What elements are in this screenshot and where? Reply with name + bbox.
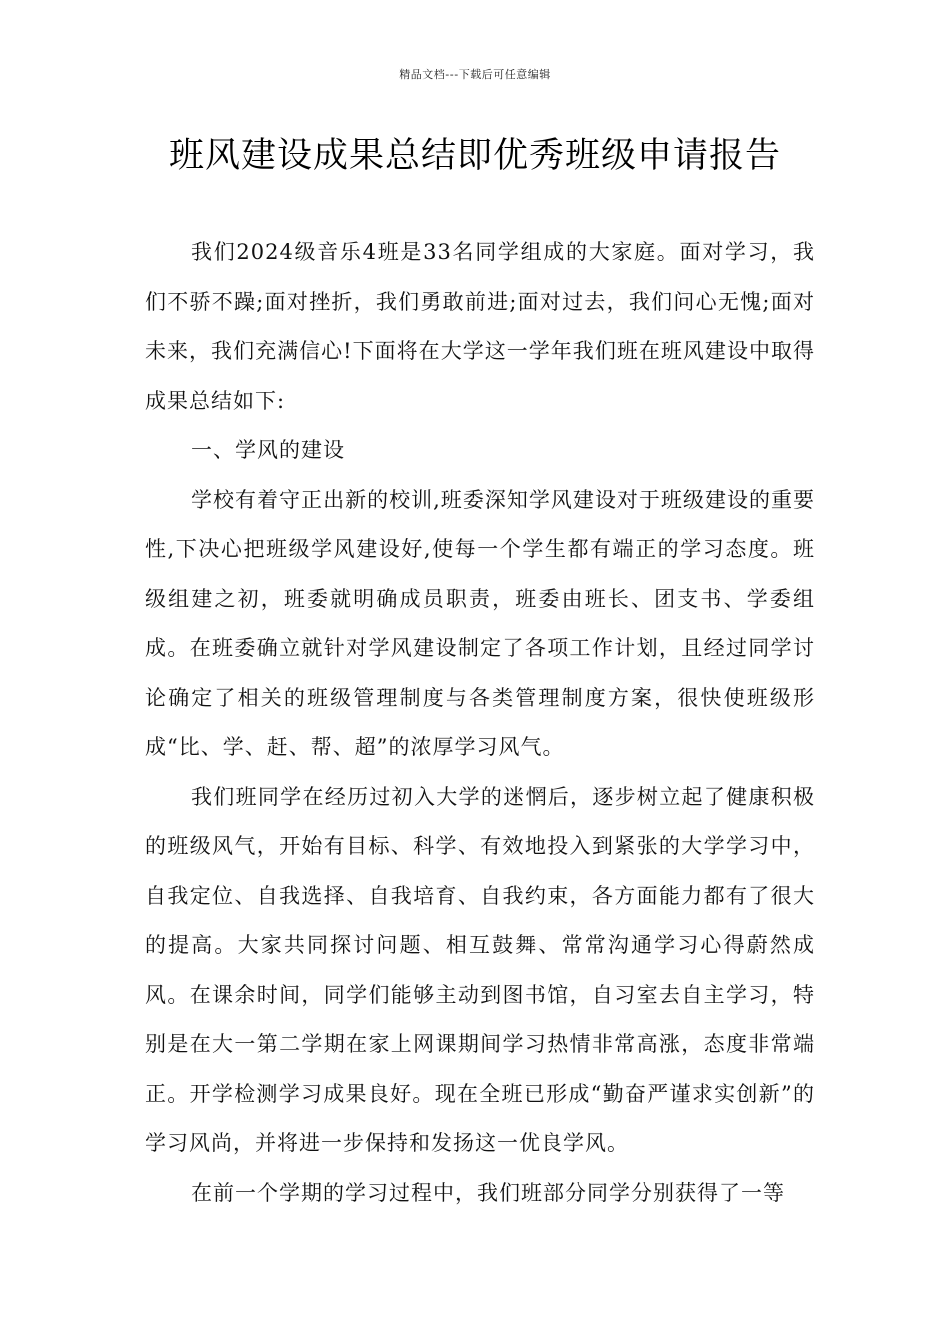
paragraph-awards: 在前一个学期的学习过程中，我们班部分同学分别获得了一等: [191, 1180, 785, 1205]
section-heading-study-style: 一、学风的建设: [191, 438, 345, 462]
document-body: [145, 228, 815, 1218]
document-title: 班风建设成果总结即优秀班级申请报告: [168, 136, 781, 176]
paragraph-intro: 我们2024级音乐4班是33名同学组成的大家庭。面对学习，我们不骄不躁;面对挫折，我们勇敢前进;面对过去，我们问心无愧;面对未来，我们充满信心!下面将在大学这一学年我们班在班风建设中取得成果总结如下:: [145, 240, 815, 413]
paragraph-study-style-2: 我们班同学在经历过初入大学的迷惘后，逐步树立起了健康积极的班级风气，开始有目标、科学、有效地投入到紧张的大学学习中，自我定位、自我选择、自我培育、自我约束，各方面能力都有了很大的提高。大家共同探讨问题、相互鼓舞、常常沟通学习心得蔚然成风。在课余时间，同学们能够主动到图书馆，自习室去自主学习，特别是在大一第二学期在家上网课期间学习热情非常高涨，态度非常端正。开学检测学习成果良好。现在全班已形成“勤奋严谨求实创新”的学习风尚，并将进一步保持和发扬这一优良学风。: [145, 784, 815, 1155]
paragraph-study-style-1: 学校有着守正出新的校训,班委深知学风建设对于班级建设的重要性,下决心把班级学风建设好,使每一个学生都有端正的学习态度。班级组建之初，班委就明确成员职责，班委由班长、团支书、学委组成。在班委确立就针对学风建设制定了各项工作计划，且经过同学讨论确定了相关的班级管理制度与各类管理制度方案，很快使班级形成“比、学、赶、帮、超”的浓厚学习风气。: [145, 487, 815, 759]
header-note: 精品文档---下载后可任意编辑: [399, 68, 551, 81]
